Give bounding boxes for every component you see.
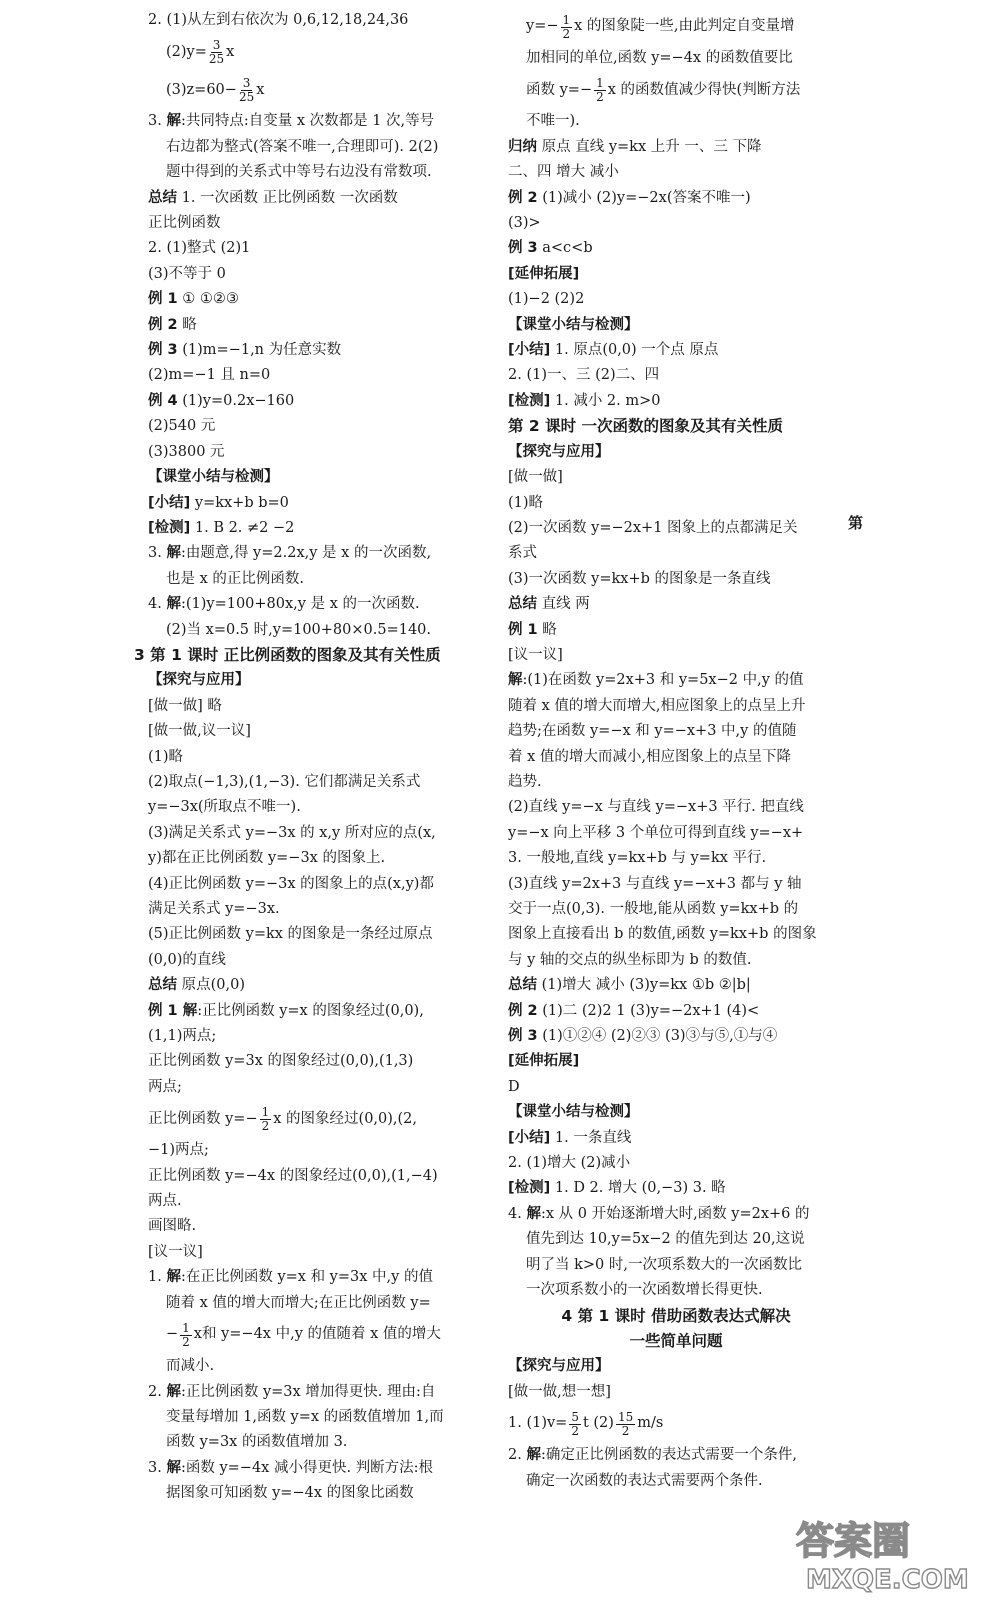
example-line: 例 1 解:正比例函数 y=x 的图象经过(0,0), bbox=[148, 1002, 424, 1019]
answer-line: 加相同的单位,函数 y=−4x 的函数值要比 bbox=[526, 50, 793, 66]
fraction: $\frac{1}{2}$ bbox=[596, 75, 604, 104]
answer-line-fraction: (3)z=60− $\frac{3}{25}$ x bbox=[166, 75, 265, 104]
answer-line: (5)正比例函数 y=kx 的图象是一条经过原点 bbox=[148, 926, 433, 943]
example-line: 例 1 ① ①②③ bbox=[148, 291, 239, 308]
lesson-heading: 第 2 课时 一次函数的图象及其有关性质 bbox=[508, 417, 783, 436]
answer-line: 确定一次函数的表达式需要两个条件. bbox=[526, 1472, 763, 1489]
answer-line: [做一做] 略 bbox=[148, 697, 222, 714]
check-line: [检测] 1. 减小 2. m>0 bbox=[508, 392, 661, 409]
answer-line: 两点. bbox=[148, 1193, 182, 1210]
fraction: $\frac{1}{2}$ bbox=[562, 12, 571, 41]
fraction: $\frac{3}{25}$ bbox=[208, 37, 225, 66]
fraction: $\frac{1}{2}$ bbox=[261, 1104, 270, 1133]
example-line: 例 1 略 bbox=[508, 621, 557, 638]
summary-line: 归纳 原点 直线 y=kx 上升 一、三 下降 bbox=[508, 138, 762, 155]
answer-line: 图象上直接看出 b 的数值,函数 y=kx+b 的图象 bbox=[508, 926, 817, 943]
answer-line: (3)一次函数 y=kx+b 的图象是一条直线 bbox=[508, 570, 771, 587]
example-line: 例 2 (1)减小 (2)y=−2x(答案不唯一) bbox=[508, 189, 751, 206]
answer-line: 函数 y=3x 的函数值增加 3. bbox=[166, 1434, 348, 1451]
answer-line: 明了当 k>0 时,一次项系数大的一次函数比 bbox=[526, 1256, 802, 1273]
answer-line: (2)直线 y=−x 与直线 y=−x+3 平行. 把直线 bbox=[508, 799, 804, 816]
answer-line: 趋势. bbox=[508, 773, 542, 790]
answer-line: 2. (1)整式 (2)1 bbox=[148, 240, 251, 257]
summary-line: [小结] y=kx+b b=0 bbox=[148, 494, 289, 511]
answer-line: (3)满足关系式 y=−3x 的 x,y 所对应的点(x, bbox=[148, 824, 436, 841]
answer-line-fraction: 正比例函数 y=− $\frac{1}{2}$ x 的图象经过(0,0),(2, bbox=[148, 1104, 418, 1133]
summary-line: [小结] 1. 一条直线 bbox=[508, 1129, 632, 1146]
answer-line: (2)m=−1 且 n=0 bbox=[148, 367, 271, 384]
answer-line: 3. 解:函数 y=−4x 减小得更快. 判断方法:根 bbox=[148, 1459, 434, 1476]
answer-line: [议一议] bbox=[148, 1243, 203, 1260]
answer-line: −1)两点; bbox=[148, 1142, 209, 1159]
watermark-url: MXQE.COM bbox=[806, 1565, 969, 1594]
answer-line: (1)−2 (2)2 bbox=[508, 291, 585, 308]
answer-line: 正比例函数 y=−4x 的图象经过(0,0),(1,−4) bbox=[148, 1167, 438, 1184]
answer-line: [做一做,想一想] bbox=[508, 1383, 611, 1400]
answer-line: 解:(1)在函数 y=2x+3 和 y=5x−2 中,y 的值 bbox=[508, 672, 804, 689]
answer-line: 交于一点(0,3). 一般地,能从函数 y=kx+b 的 bbox=[508, 901, 799, 917]
answer-line: 2. 解:正比例函数 y=3x 增加得更快. 理由:自 bbox=[148, 1383, 436, 1400]
answer-line: [做一做] bbox=[508, 469, 563, 486]
answer-line: y=−3x(所取点不唯一). bbox=[148, 799, 301, 816]
fraction: $\frac{1}{2}$ bbox=[182, 1320, 190, 1349]
answer-line: D bbox=[508, 1078, 520, 1095]
answer-line: 2. (1)从左到右依次为 0,6,12,18,24,36 bbox=[148, 12, 409, 28]
answer-line: 随着 x 值的增大而增大,相应图象上的点呈上升 bbox=[508, 697, 806, 714]
answer-line: 二、四 增大 减小 bbox=[508, 164, 619, 181]
answer-line: 也是 x 的正比例函数. bbox=[166, 570, 305, 587]
answer-line: (3)3800 元 bbox=[148, 443, 225, 460]
fraction: $\frac{3}{25}$ bbox=[238, 75, 255, 104]
section-label: 【探究与应用】 bbox=[508, 443, 610, 460]
answer-line-fraction: 1. (1)v= $\frac{5}{2}$ t (2) $\frac{15}{2}$ m/s bbox=[508, 1409, 664, 1438]
section-label: 【课堂小结与检测】 bbox=[508, 1104, 639, 1121]
section-label: 【探究与应用】 bbox=[508, 1358, 610, 1375]
answer-line: [议一议] bbox=[508, 646, 563, 663]
lesson-heading-continued: 一些简单问题 bbox=[629, 1331, 723, 1350]
answer-line: 3. 一般地,直线 y=kx+b 与 y=kx 平行. bbox=[508, 850, 767, 867]
section-label: [延伸拓展] bbox=[508, 265, 580, 282]
side-margin-char: 第 bbox=[848, 514, 864, 532]
example-line: 例 4 (1)y=0.2x−160 bbox=[148, 392, 295, 409]
summary-line: [小结] 1. 原点(0,0) 一个点 原点 bbox=[508, 342, 719, 359]
answer-line: 2. (1)增大 (2)减小 bbox=[508, 1155, 631, 1172]
watermark-logo bbox=[792, 1512, 972, 1594]
answer-line: (2)当 x=0.5 时,y=100+80×0.5=140. bbox=[166, 621, 432, 638]
left-column bbox=[134, 8, 498, 1507]
example-line: 例 3 (1)m=−1,n 为任意实数 bbox=[148, 342, 342, 359]
answer-line: 3. 解:共同特点:自变量 x 次数都是 1 次,等号 bbox=[148, 113, 435, 130]
example-line: 例 2 略 bbox=[148, 316, 197, 333]
answer-line: 随着 x 值的增大而增大;在正比例函数 y= bbox=[166, 1294, 431, 1311]
summary-line: 总结 1. 一次函数 正比例函数 一次函数 bbox=[148, 189, 398, 206]
answer-line: 趋势;在函数 y=−x 和 y=−x+3 中,y 的值随 bbox=[508, 723, 797, 740]
answer-line-fraction: − $\frac{1}{2}$ x和 y=−4x 中,y 的值随着 x 值的增大 bbox=[166, 1320, 441, 1349]
answer-line: 与 y 轴的交点的纵坐标即为 b 的数值. bbox=[508, 951, 752, 968]
answer-line: 2. (1)一、三 (2)二、四 bbox=[508, 367, 660, 384]
answer-line: (3)不等于 0 bbox=[148, 265, 226, 282]
section-label: 【探究与应用】 bbox=[148, 672, 250, 689]
check-line: [检测] 1. D 2. 增大 (0,−3) 3. 略 bbox=[508, 1180, 726, 1197]
answer-line: 2. 解:确定正比例函数的表达式需要一个条件, bbox=[508, 1447, 797, 1464]
answer-line: (2)取点(−1,3),(1,−3). 它们都满足关系式 bbox=[148, 773, 421, 790]
answer-line: 两点; bbox=[148, 1078, 182, 1095]
example-line: 例 3 (1)①②④ (2)②③ (3)③与⑤,①与④ bbox=[508, 1028, 778, 1045]
section-label: 【课堂小结与检测】 bbox=[148, 469, 279, 486]
answer-line-fraction: 函数 y=− $\frac{1}{2}$ x 的函数值减少得快(判断方法 bbox=[526, 75, 801, 104]
answer-line: 不唯一). bbox=[526, 113, 580, 130]
answer-line: 值先到达 10,y=5x−2 的值先到达 20,这说 bbox=[526, 1231, 805, 1248]
answer-line: 3. 解:由题意,得 y=2.2x,y 是 x 的一次函数, bbox=[148, 545, 432, 562]
answer-line: y=−x 向上平移 3 个单位可得到直线 y=−x+ bbox=[508, 824, 804, 841]
fraction: $\frac{15}{2}$ bbox=[617, 1409, 634, 1438]
answer-line: [做一做,议一议] bbox=[148, 723, 251, 740]
answer-line-fraction: (2)y= $\frac{3}{25}$ x bbox=[166, 37, 235, 66]
summary-line: 总结 原点(0,0) bbox=[148, 977, 245, 994]
answer-line: 正比例函数 y=3x 的图象经过(0,0),(1,3) bbox=[148, 1053, 414, 1070]
answer-line: 正比例函数 bbox=[148, 215, 221, 232]
answer-line: 题中得到的关系式中等号右边没有常数项. bbox=[166, 164, 432, 181]
summary-line: 总结 (1)增大 减小 (3)y=kx ①b ②|b| bbox=[508, 977, 751, 994]
answer-line: 而减小. bbox=[166, 1358, 215, 1375]
answer-line: (2)一次函数 y=−2x+1 图象上的点都满足关 bbox=[508, 519, 798, 536]
section-label: 【课堂小结与检测】 bbox=[508, 316, 639, 333]
answer-line: 系式 bbox=[508, 545, 537, 562]
answer-line: 右边都为整式(答案不唯一,合理即可). 2(2) bbox=[166, 138, 439, 155]
answer-line-fraction: y=− $\frac{1}{2}$ x 的图象陡一些,由此判定自变量增 bbox=[526, 12, 795, 41]
answer-line: 一次项系数小的一次函数增长得更快. bbox=[526, 1282, 763, 1299]
answer-line: 满足关系式 y=−3x. bbox=[148, 901, 280, 917]
answer-line: (1,1)两点; bbox=[148, 1028, 217, 1045]
answer-line: (2)540 元 bbox=[148, 418, 216, 435]
answer-line: 1. 解:在正比例函数 y=x 和 y=3x 中,y 的值 bbox=[148, 1269, 433, 1286]
answer-line: (1)略 bbox=[148, 748, 184, 765]
answer-line: 着 x 值的增大而减小,相应图象上的点呈下降 bbox=[508, 748, 792, 765]
watermark-title: 答案圈 bbox=[796, 1519, 911, 1563]
right-column bbox=[508, 8, 844, 1494]
answer-line: 变量每增加 1,函数 y=x 的函数值增加 1,而 bbox=[166, 1408, 444, 1425]
answer-line: 据图象可知函数 y=−4x 的图象比函数 bbox=[166, 1485, 414, 1502]
lesson-heading: 4 第 1 课时 借助函数表达式解决 bbox=[561, 1306, 791, 1325]
example-line: 例 2 (1)二 (2)2 1 (3)y=−2x+1 (4)< bbox=[508, 1002, 760, 1019]
answer-line: (3)直线 y=2x+3 与直线 y=−x+3 都与 y 轴 bbox=[508, 875, 802, 892]
answer-line: (1)略 bbox=[508, 494, 544, 511]
answer-line: 4. 解:x 从 0 开始逐渐增大时,函数 y=2x+6 的 bbox=[508, 1205, 810, 1222]
answer-line: (4)正比例函数 y=−3x 的图象上的点(x,y)都 bbox=[148, 875, 434, 892]
answer-line: (3)> bbox=[508, 215, 541, 232]
answer-line: 画图略. bbox=[148, 1218, 197, 1235]
example-line: 例 3 a<c<b bbox=[508, 240, 593, 257]
check-line: [检测] 1. B 2. ≠2 −2 bbox=[148, 519, 295, 536]
summary-line: 总结 直线 两 bbox=[508, 596, 590, 613]
section-label: [延伸拓展] bbox=[508, 1053, 580, 1070]
answer-line: y)都在正比例函数 y=−3x 的图象上. bbox=[148, 850, 386, 867]
answer-line: 4. 解:(1)y=100+80x,y 是 x 的一次函数. bbox=[148, 596, 420, 613]
answer-line: (0,0)的直线 bbox=[148, 951, 226, 968]
lesson-heading: 3 第 1 课时 正比例函数的图象及其有关性质 bbox=[134, 645, 441, 664]
fraction: $\frac{5}{2}$ bbox=[571, 1409, 579, 1438]
